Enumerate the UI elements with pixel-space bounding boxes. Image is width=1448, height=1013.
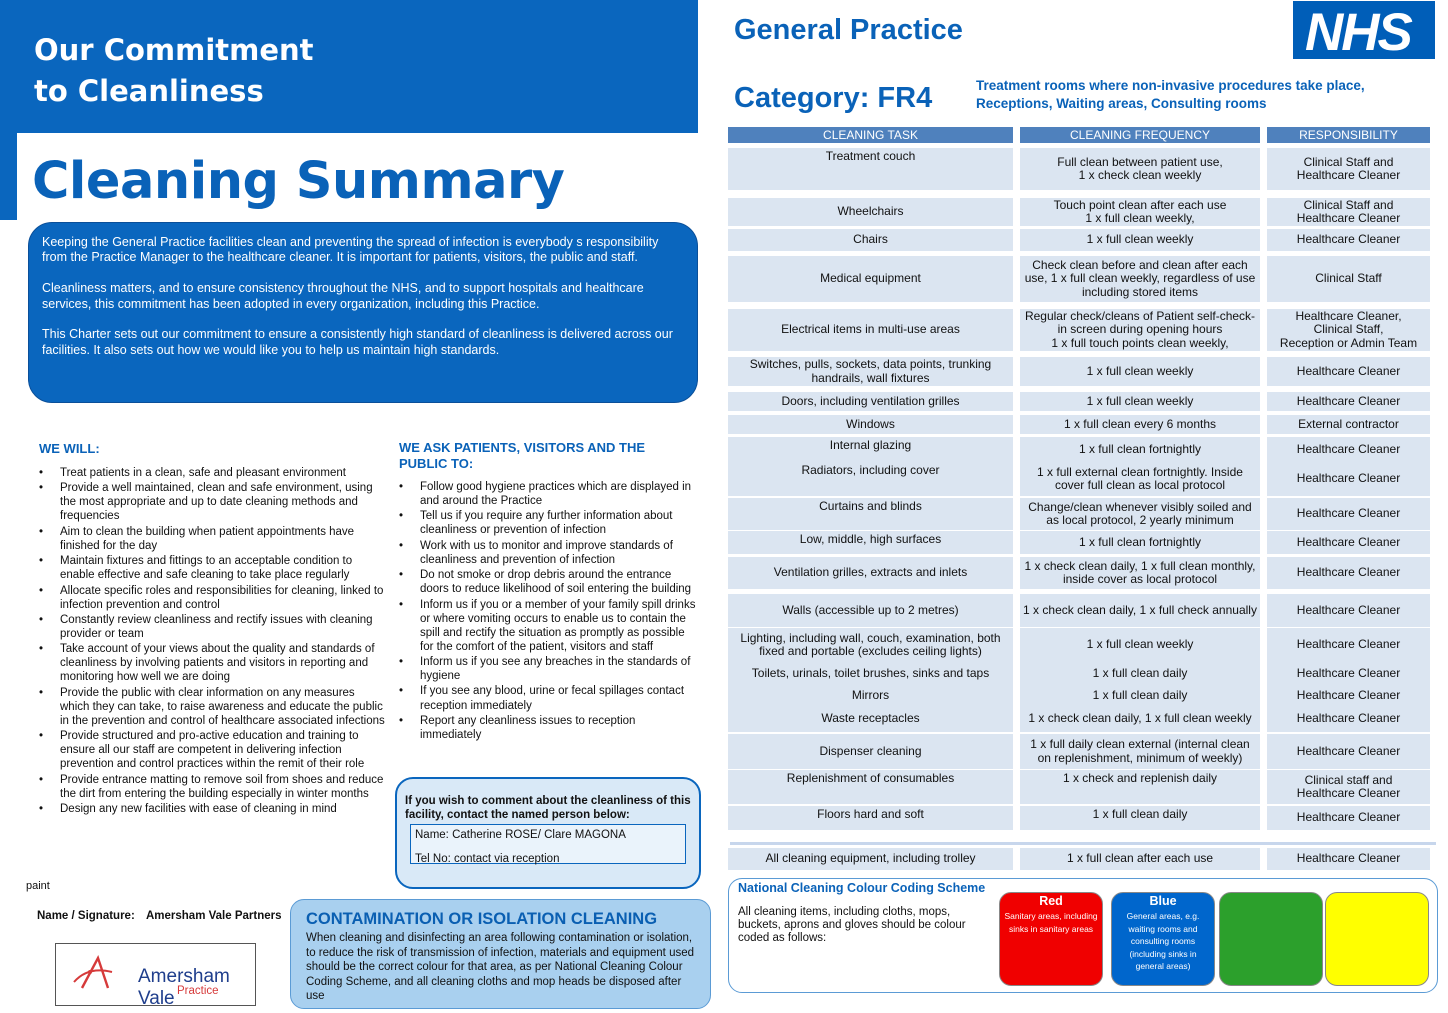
frequency-cell: 1 x full external clean fortnightly. Inside cover full clean as local protocol xyxy=(1020,462,1260,496)
gp-title: General Practice xyxy=(734,14,963,46)
nhs-logo: NHS xyxy=(1293,1,1435,59)
list-item: • Do not smoke or drop debris around the entrance doors to reduce likelihood of soil entering the building xyxy=(399,568,699,596)
list-item: • Treat patients in a clean, safe and pleasant environment xyxy=(39,466,385,480)
frequency-cell: Regular check/cleans of Patient self-check-in screen during opening hours 1 x full touch points clean weekly, xyxy=(1020,309,1260,351)
frequency-cell: 1 x full clean daily xyxy=(1020,684,1260,708)
task-cell: Radiators, including cover xyxy=(728,462,1013,496)
task-cell: Ventilation grilles, extracts and inlets xyxy=(728,557,1013,589)
task-cell: Windows xyxy=(728,415,1013,434)
comment-box xyxy=(395,777,701,889)
list-item: • Tell us if you require any further information about cleanliness or prevention of infection xyxy=(399,509,699,537)
list-item: • Maintain fixtures and fittings to an acceptable condition to enable effective and safe cleaning to take place regularly xyxy=(39,554,385,582)
responsibility-cell: Healthcare Cleaner xyxy=(1267,437,1430,462)
table-divider xyxy=(730,842,1436,845)
page-title: Cleaning Summary xyxy=(32,152,565,211)
signature-label: Name / Signature: xyxy=(37,910,135,922)
contact-details xyxy=(410,824,686,864)
header-banner-strip xyxy=(0,133,17,220)
header-cleaning-task: CLEANING TASK xyxy=(728,127,1013,143)
list-item: • Take account of your views about the quality and standards of cleanliness by involving patients and visitors in reporting and monitoring how well we are doing xyxy=(39,642,385,684)
list-item: • Report any cleanliness issues to reception immediately xyxy=(399,714,699,742)
list-item: • Provide entrance matting to remove soil from shoes and reduce the dirt from entering the building especially in winter months xyxy=(39,773,385,801)
comment-title: If you wish to comment about the cleanliness of this facility, contact the named person below: xyxy=(405,795,691,821)
colour-coding-box xyxy=(728,878,1438,993)
signature xyxy=(37,910,282,922)
task-cell: Low, middle, high surfaces xyxy=(728,531,1013,554)
responsibility-cell: External contractor xyxy=(1267,415,1430,434)
intro-paragraph: Keeping the General Practice facilities clean and preventing the spread of infection is everybody s responsibility from the Practice Manager to the healthcare cleaner. It is important for patients, visitors, the public and staff. xyxy=(42,235,659,265)
list-item: • Allocate specific roles and responsibilities for cleaning, linked to infection prevention and control xyxy=(39,584,385,612)
frequency-cell: 1 x full clean fortnightly xyxy=(1020,437,1260,462)
task-cell: Toilets, urinals, toilet brushes, sinks and taps xyxy=(728,662,1013,686)
task-cell: Dispenser cleaning xyxy=(728,734,1013,769)
responsibility-cell: Healthcare Cleaner xyxy=(1267,357,1430,386)
yellow-swatch xyxy=(1325,892,1429,986)
frequency-cell: 1 x full clean weekly xyxy=(1020,229,1260,251)
task-cell: Replenishment of consumables xyxy=(728,770,1013,804)
responsibility-cell: Healthcare Cleaner xyxy=(1267,628,1430,662)
responsibility-cell: Healthcare Cleaner xyxy=(1267,557,1430,589)
frequency-cell: 1 x full clean weekly xyxy=(1020,357,1260,386)
frequency-cell: 1 x full clean fortnightly xyxy=(1020,531,1260,554)
frequency-cell: 1 x check clean daily, 1 x full check annually xyxy=(1020,594,1260,627)
frequency-cell: 1 x full clean daily xyxy=(1020,806,1260,830)
task-cell: Internal glazing xyxy=(728,437,1013,462)
frequency-cell: 1 x full clean daily xyxy=(1020,662,1260,686)
practice-logo-icon xyxy=(68,952,138,992)
responsibility-cell: Healthcare Cleaner xyxy=(1267,392,1430,411)
responsibility-cell: Healthcare Cleaner xyxy=(1267,462,1430,496)
responsibility-cell: Clinical staff and Healthcare Cleaner xyxy=(1267,770,1430,804)
swatch-description: Sanitary areas, including sinks in sanitary areas xyxy=(1004,911,1098,934)
frequency-cell: 1 x full clean weekly xyxy=(1020,628,1260,662)
we-will-heading: WE WILL: xyxy=(39,441,100,456)
intro-box xyxy=(28,222,698,403)
task-cell: Chairs xyxy=(728,229,1013,251)
header-cleaning-frequency: CLEANING FREQUENCY xyxy=(1020,127,1260,143)
intro-paragraph: This Charter sets out our commitment to ensure a consistently high standard of cleanliness is delivered across our facilities. It also sets out how we would like you to help us maintain high standards. xyxy=(42,327,673,357)
responsibility-cell: Healthcare Cleaner xyxy=(1267,531,1430,554)
task-cell: Waste receptacles xyxy=(728,706,1013,732)
list-item: • Design any new facilities with ease of cleaning in mind xyxy=(39,802,385,816)
colour-coding-title: National Cleaning Colour Coding Scheme xyxy=(738,881,986,895)
frequency-cell: Change/clean whenever visibly soiled and as local protocol, 2 yearly minimum xyxy=(1020,498,1260,530)
task-cell: Switches, pulls, sockets, data points, trunking handrails, wall fixtures xyxy=(728,357,1013,386)
list-item: • Provide structured and pro-active education and training to ensure all our staff are competent in delivering infection prevention and control practices within the remit of their role xyxy=(39,729,385,771)
task-cell: Doors, including ventilation grilles xyxy=(728,392,1013,411)
list-item: • Inform us if you see any breaches in the standards of hygiene xyxy=(399,655,699,683)
list-item: • Aim to clean the building when patient appointments have finished for the day xyxy=(39,525,385,553)
task-cell: Floors hard and soft xyxy=(728,806,1013,830)
task-cell: Mirrors xyxy=(728,684,1013,708)
we-ask-list xyxy=(399,480,699,743)
list-item: • Work with us to monitor and improve standards of cleanliness and prevention of infection xyxy=(399,539,699,567)
contact-name: Name: Catherine ROSE/ Clare MAGONA xyxy=(415,829,626,841)
responsibility-cell: Healthcare Cleaner xyxy=(1267,806,1430,830)
frequency-cell: 1 x full clean every 6 months xyxy=(1020,415,1260,434)
list-item: • Provide a well maintained, clean and safe environment, using the most appropriate and up to date cleaning methods and frequencies xyxy=(39,481,385,523)
frequency-cell: 1 x full daily clean external (internal clean on replenishment, minimum of weekly) xyxy=(1020,734,1260,769)
frequency-cell: 1 x check and replenish daily xyxy=(1020,770,1260,804)
task-cell: Walls (accessible up to 2 metres) xyxy=(728,594,1013,627)
frequency-cell: Check clean before and clean after each use, 1 x full clean weekly, regardless of use including stored items xyxy=(1020,256,1260,302)
logo-text: Amersham Vale xyxy=(138,966,230,1009)
contamination-title: CONTAMINATION OR ISOLATION CLEANING xyxy=(306,910,658,928)
responsibility-cell: Healthcare Cleaner xyxy=(1267,229,1430,251)
frequency-cell: 1 x check clean daily, 1 x full clean monthly, inside cover as local protocol xyxy=(1020,557,1260,589)
intro-paragraph: Cleanliness matters, and to ensure consistency throughout the NHS, and to support hospitals and healthcare services, this commitment has been adopted in every organization, including this Practice. xyxy=(42,281,644,311)
we-ask-heading: WE ASK PATIENTS, VISITORS AND THE PUBLIC TO: xyxy=(399,440,646,471)
responsibility-cell: Healthcare Cleaner xyxy=(1267,734,1430,769)
frequency-cell: Full clean between patient use, 1 x check clean weekly xyxy=(1020,148,1260,190)
signature-value: Amersham Vale Partners xyxy=(145,910,282,922)
list-item: • Provide the public with clear information on any measures which they can take, to raise awareness and educate the public in the prevention and control of healthcare associated infections xyxy=(39,686,385,728)
responsibility-cell: Healthcare Cleaner xyxy=(1267,594,1430,627)
responsibility-cell: Healthcare Cleaner xyxy=(1267,848,1430,870)
colour-coding-text: All cleaning items, including cloths, mops, buckets, aprons and gloves should be colour coded as follows: xyxy=(738,906,966,944)
green-swatch xyxy=(1219,892,1323,986)
task-cell: Treatment couch xyxy=(728,148,1013,190)
list-item: • Constantly review cleanliness and rectify issues with cleaning provider or team xyxy=(39,613,385,641)
responsibility-cell: Healthcare Cleaner xyxy=(1267,498,1430,530)
contamination-text: When cleaning and disinfecting an area following contamination or isolation, to reduce the risk of transmission of infection, materials and equipment used should be the correct colour for that area, as per National Cleaning Colour Coding Scheme, and all cleaning cloths and mop heads be disposed after use xyxy=(306,932,695,1002)
header-responsibility: RESPONSIBILITY xyxy=(1267,127,1430,143)
responsibility-cell: Healthcare Cleaner xyxy=(1267,706,1430,732)
blue-swatch xyxy=(1111,892,1215,986)
responsibility-cell: Clinical Staff and Healthcare Cleaner xyxy=(1267,148,1430,190)
task-cell: Electrical items in multi-use areas xyxy=(728,309,1013,351)
red-swatch xyxy=(999,892,1103,986)
practice-logo xyxy=(55,943,256,1009)
task-cell: Wheelchairs xyxy=(728,198,1013,226)
frequency-cell: 1 x full clean after each use xyxy=(1020,848,1260,870)
category-description: Treatment rooms where non-invasive procedures take place, Receptions, Waiting areas, Consulting rooms xyxy=(976,78,1365,111)
frequency-cell: 1 x check clean daily, 1 x full clean weekly xyxy=(1020,706,1260,732)
task-cell: Medical equipment xyxy=(728,256,1013,302)
contamination-box xyxy=(290,899,711,1009)
list-item: • If you see any blood, urine or fecal spillages contact reception immediately xyxy=(399,684,699,712)
list-item: • Inform us if you or a member of your family spill drinks or where vomiting occurs to enable us to contain the spill and rectify the situation as promptly as possible for the comfort of the patient, visitors and staff xyxy=(399,598,699,654)
responsibility-cell: Healthcare Cleaner, Clinical Staff, Reception or Admin Team xyxy=(1267,309,1430,351)
task-cell: Lighting, including wall, couch, examination, both fixed and portable (excludes ceiling lights) xyxy=(728,628,1013,662)
responsibility-cell: Clinical Staff xyxy=(1267,256,1430,302)
contact-tel: Tel No: contact via reception xyxy=(415,852,560,865)
frequency-cell: Touch point clean after each use 1 x full clean weekly, xyxy=(1020,198,1260,226)
swatch-description: General areas, e.g. waiting rooms and consulting rooms (including sinks in general areas) xyxy=(1126,911,1200,971)
logo-subtext: Practice xyxy=(177,985,219,997)
frequency-cell: 1 x full clean weekly xyxy=(1020,392,1260,411)
banner-title: Our Commitment to Cleanliness xyxy=(34,33,314,108)
responsibility-cell: Healthcare Cleaner xyxy=(1267,662,1430,686)
task-cell: All cleaning equipment, including trolley xyxy=(728,848,1013,870)
responsibility-cell: Healthcare Cleaner xyxy=(1267,684,1430,708)
responsibility-cell: Clinical Staff and Healthcare Cleaner xyxy=(1267,198,1430,226)
swatch-name: Blue xyxy=(1149,894,1177,908)
swatch-name: Red xyxy=(1039,894,1063,908)
category-title: Category: FR4 xyxy=(734,82,933,114)
list-item: • Follow good hygiene practices which are displayed in and around the Practice xyxy=(399,480,699,508)
paint-label: paint xyxy=(26,880,50,892)
task-cell: Curtains and blinds xyxy=(728,498,1013,530)
we-will-list xyxy=(39,466,385,817)
